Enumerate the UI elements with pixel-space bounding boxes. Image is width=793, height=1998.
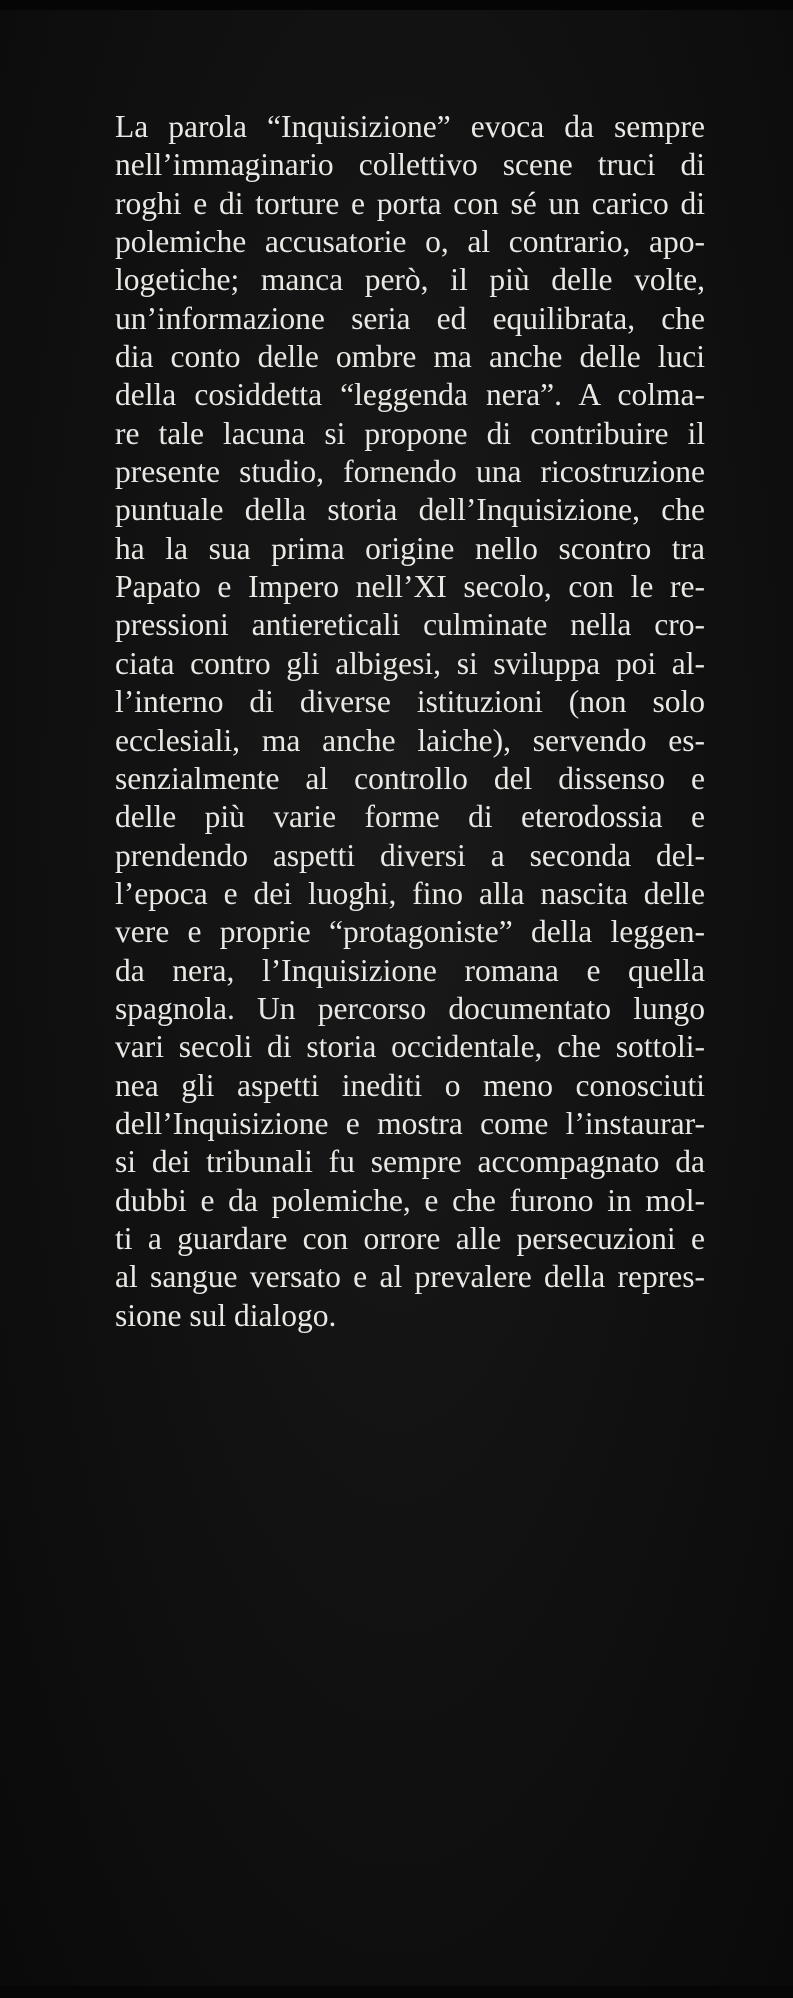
blurb-line: l’interno di diverse istituzioni (non solo <box>115 684 705 720</box>
blurb-line: ha la sua prima origine nello scontro tra <box>115 530 705 566</box>
blurb-line: delle più varie forme di eterodossia e <box>115 799 705 835</box>
blurb-line: vari secoli di storia occidentale, che sottoli- <box>115 1029 705 1065</box>
blurb-line: puntuale della storia dell’Inquisizione, che <box>115 492 705 528</box>
blurb-line: da nera, l’Inquisizione romana e quella <box>115 952 705 988</box>
blurb-line: ecclesiali, ma anche laiche), servendo es- <box>115 722 705 758</box>
blurb-line: un’informazione seria ed equilibrata, che <box>115 300 705 336</box>
blurb-line: re tale lacuna si propone di contribuire il <box>115 415 705 451</box>
blurb-line: logetiche; manca però, il più delle volte, <box>115 262 705 298</box>
blurb-line: nea gli aspetti inediti o meno conosciuti <box>115 1067 705 1103</box>
blurb-line: l’epoca e dei luoghi, fino alla nascita delle <box>115 875 705 911</box>
blurb-line: presente studio, fornendo una ricostruzione <box>115 454 705 490</box>
blurb-line: senzialmente al controllo del dissenso e <box>115 760 705 796</box>
blurb-line: dubbi e da polemiche, e che furono in mol- <box>115 1182 705 1218</box>
blurb-line: polemiche accusatorie o, al contrario, apo- <box>115 224 705 260</box>
blurb-line: ciata contro gli albigesi, si sviluppa poi al- <box>115 645 705 681</box>
blurb-line: roghi e di torture e porta con sé un carico di <box>115 185 705 221</box>
blurb-line: sione sul dialogo. <box>115 1297 337 1333</box>
cover-top-edge <box>0 0 793 10</box>
blurb-line: La parola “Inquisizione” evoca da sempre <box>115 109 705 144</box>
blurb-line: prendendo aspetti diversi a seconda del- <box>115 837 705 873</box>
blurb-line: dia conto delle ombre ma anche delle luci <box>115 339 705 375</box>
blurb-line: si dei tribunali fu sempre accompagnato da <box>115 1144 705 1180</box>
blurb-line: nell’immaginario collettivo scene truci di <box>115 147 705 183</box>
blurb-line: ti a guardare con orrore alle persecuzioni e <box>115 1220 705 1256</box>
blurb-line: Papato e Impero nell’XI secolo, con le re- <box>115 569 705 605</box>
blurb-line: al sangue versato e al prevalere della repres- <box>115 1259 705 1295</box>
blurb-line: della cosiddetta “leggenda nera”. A colma- <box>115 377 705 413</box>
blurb-line: pressioni antiereticali culminate nella cro- <box>115 607 705 643</box>
blurb-line: vere e proprie “protagoniste” della leggen- <box>115 914 705 950</box>
blurb-line: dell’Inquisizione e mostra come l’instaurar- <box>115 1105 705 1141</box>
cover-bottom-edge <box>0 1986 793 1998</box>
blurb-text <box>115 108 705 1335</box>
blurb-line: spagnola. Un percorso documentato lungo <box>115 990 705 1026</box>
